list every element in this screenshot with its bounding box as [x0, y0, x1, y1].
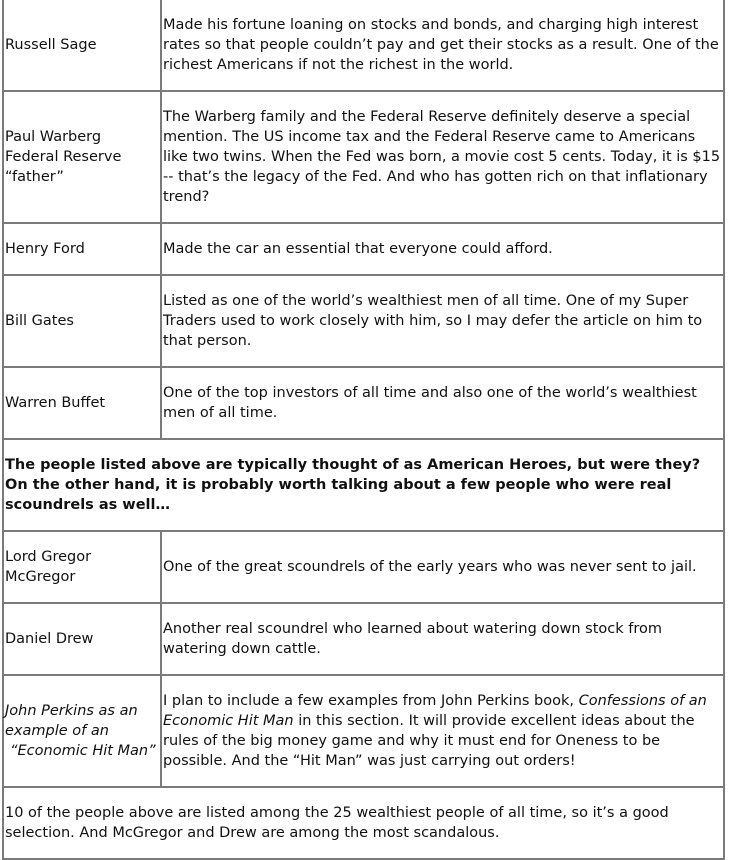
- person-description: Made the car an essential that everyone could afford.: [163, 241, 553, 257]
- person-name: Russell Sage: [5, 37, 97, 53]
- people-table: [2, 0, 725, 860]
- person-description-cell: [161, 91, 724, 223]
- person-description: One of the top investors of all time and also one of the world’s wealthiest men of all time.: [163, 385, 697, 421]
- person-name-line: Paul Warberg: [5, 129, 102, 145]
- person-description-cell: [161, 223, 724, 275]
- person-name-cell: [3, 223, 161, 275]
- person-description: The Warberg family and the Federal Reserve definitely deserve a special mention. The US income tax and the Federal Reserve came to Americans like two twins. When the Fed was born, a movie cost 5 cents. Today, it is $15 -- that’s the legacy of the Fed. And who has gotten rich on that inflationary trend?: [163, 109, 721, 205]
- table-row: [3, 531, 724, 603]
- interlude-cell: [3, 439, 724, 531]
- person-description-cell: [161, 367, 724, 439]
- person-description-cell: [161, 531, 724, 603]
- person-name-line: John Perkins as an: [5, 703, 138, 719]
- person-name: Bill Gates: [5, 313, 74, 329]
- interlude-text: The people listed above are typically thought of as American Heroes, but were they? On the other hand, it is probably worth talking about a few people who were real scoundrels as well…: [5, 457, 701, 513]
- table-row: [3, 223, 724, 275]
- person-name-line: Federal Reserve: [5, 149, 122, 165]
- person-description-cell: [161, 0, 724, 91]
- table-row: [3, 787, 724, 859]
- person-name-cell: [3, 275, 161, 367]
- table-row: [3, 675, 724, 787]
- table-row: [3, 91, 724, 223]
- person-name-line: “Economic Hit Man”: [10, 743, 156, 759]
- person-description: Another real scoundrel who learned about watering down stock from watering down cattle.: [163, 621, 662, 657]
- person-description-end: in this section. It will provide excellent ideas about the rules of the big money game and why it must end for Oneness to be possible. And the “Hit Man” was just carrying out orders!: [163, 713, 695, 769]
- person-description: One of the great scoundrels of the early years who was never sent to jail.: [163, 559, 697, 575]
- person-name-line: example of an: [5, 723, 109, 739]
- person-name-cell: [3, 603, 161, 675]
- table-row: [3, 275, 724, 367]
- person-description-cell: [161, 603, 724, 675]
- person-name-line: “father”: [5, 169, 64, 185]
- person-name: Daniel Drew: [5, 631, 94, 647]
- person-name: Warren Buffet: [5, 395, 106, 411]
- person-name: Lord Gregor McGregor: [5, 549, 92, 585]
- book-title: Confessions of an Economic Hit Man: [163, 693, 707, 729]
- person-description: Listed as one of the world’s wealthiest men of all time. One of my Super Traders used to work closely with him, so I may defer the article on him to that person.: [163, 293, 703, 349]
- person-name-cell: [3, 675, 161, 787]
- person-name-cell: [3, 91, 161, 223]
- person-name: Henry Ford: [5, 241, 85, 257]
- person-description-cell: [161, 675, 724, 787]
- person-name-cell: [3, 531, 161, 603]
- closing-text: 10 of the people above are listed among the 25 wealthiest people of all time, so it’s a good selection. And McGregor and Drew are among the most scandalous.: [5, 805, 669, 841]
- table-row: [3, 367, 724, 439]
- person-description-cell: [161, 275, 724, 367]
- person-name-cell: [3, 0, 161, 91]
- person-description: Made his fortune loaning on stocks and bonds, and charging high interest rates so that people couldn’t pay and get their stocks as a result. One of the richest Americans if not the richest in the world.: [163, 17, 719, 73]
- table-row: [3, 0, 724, 91]
- person-name-cell: [3, 367, 161, 439]
- table-row: [3, 603, 724, 675]
- closing-cell: [3, 787, 724, 859]
- person-description-start: I plan to include a few examples from John Perkins book,: [163, 693, 579, 709]
- table-row: [3, 439, 724, 531]
